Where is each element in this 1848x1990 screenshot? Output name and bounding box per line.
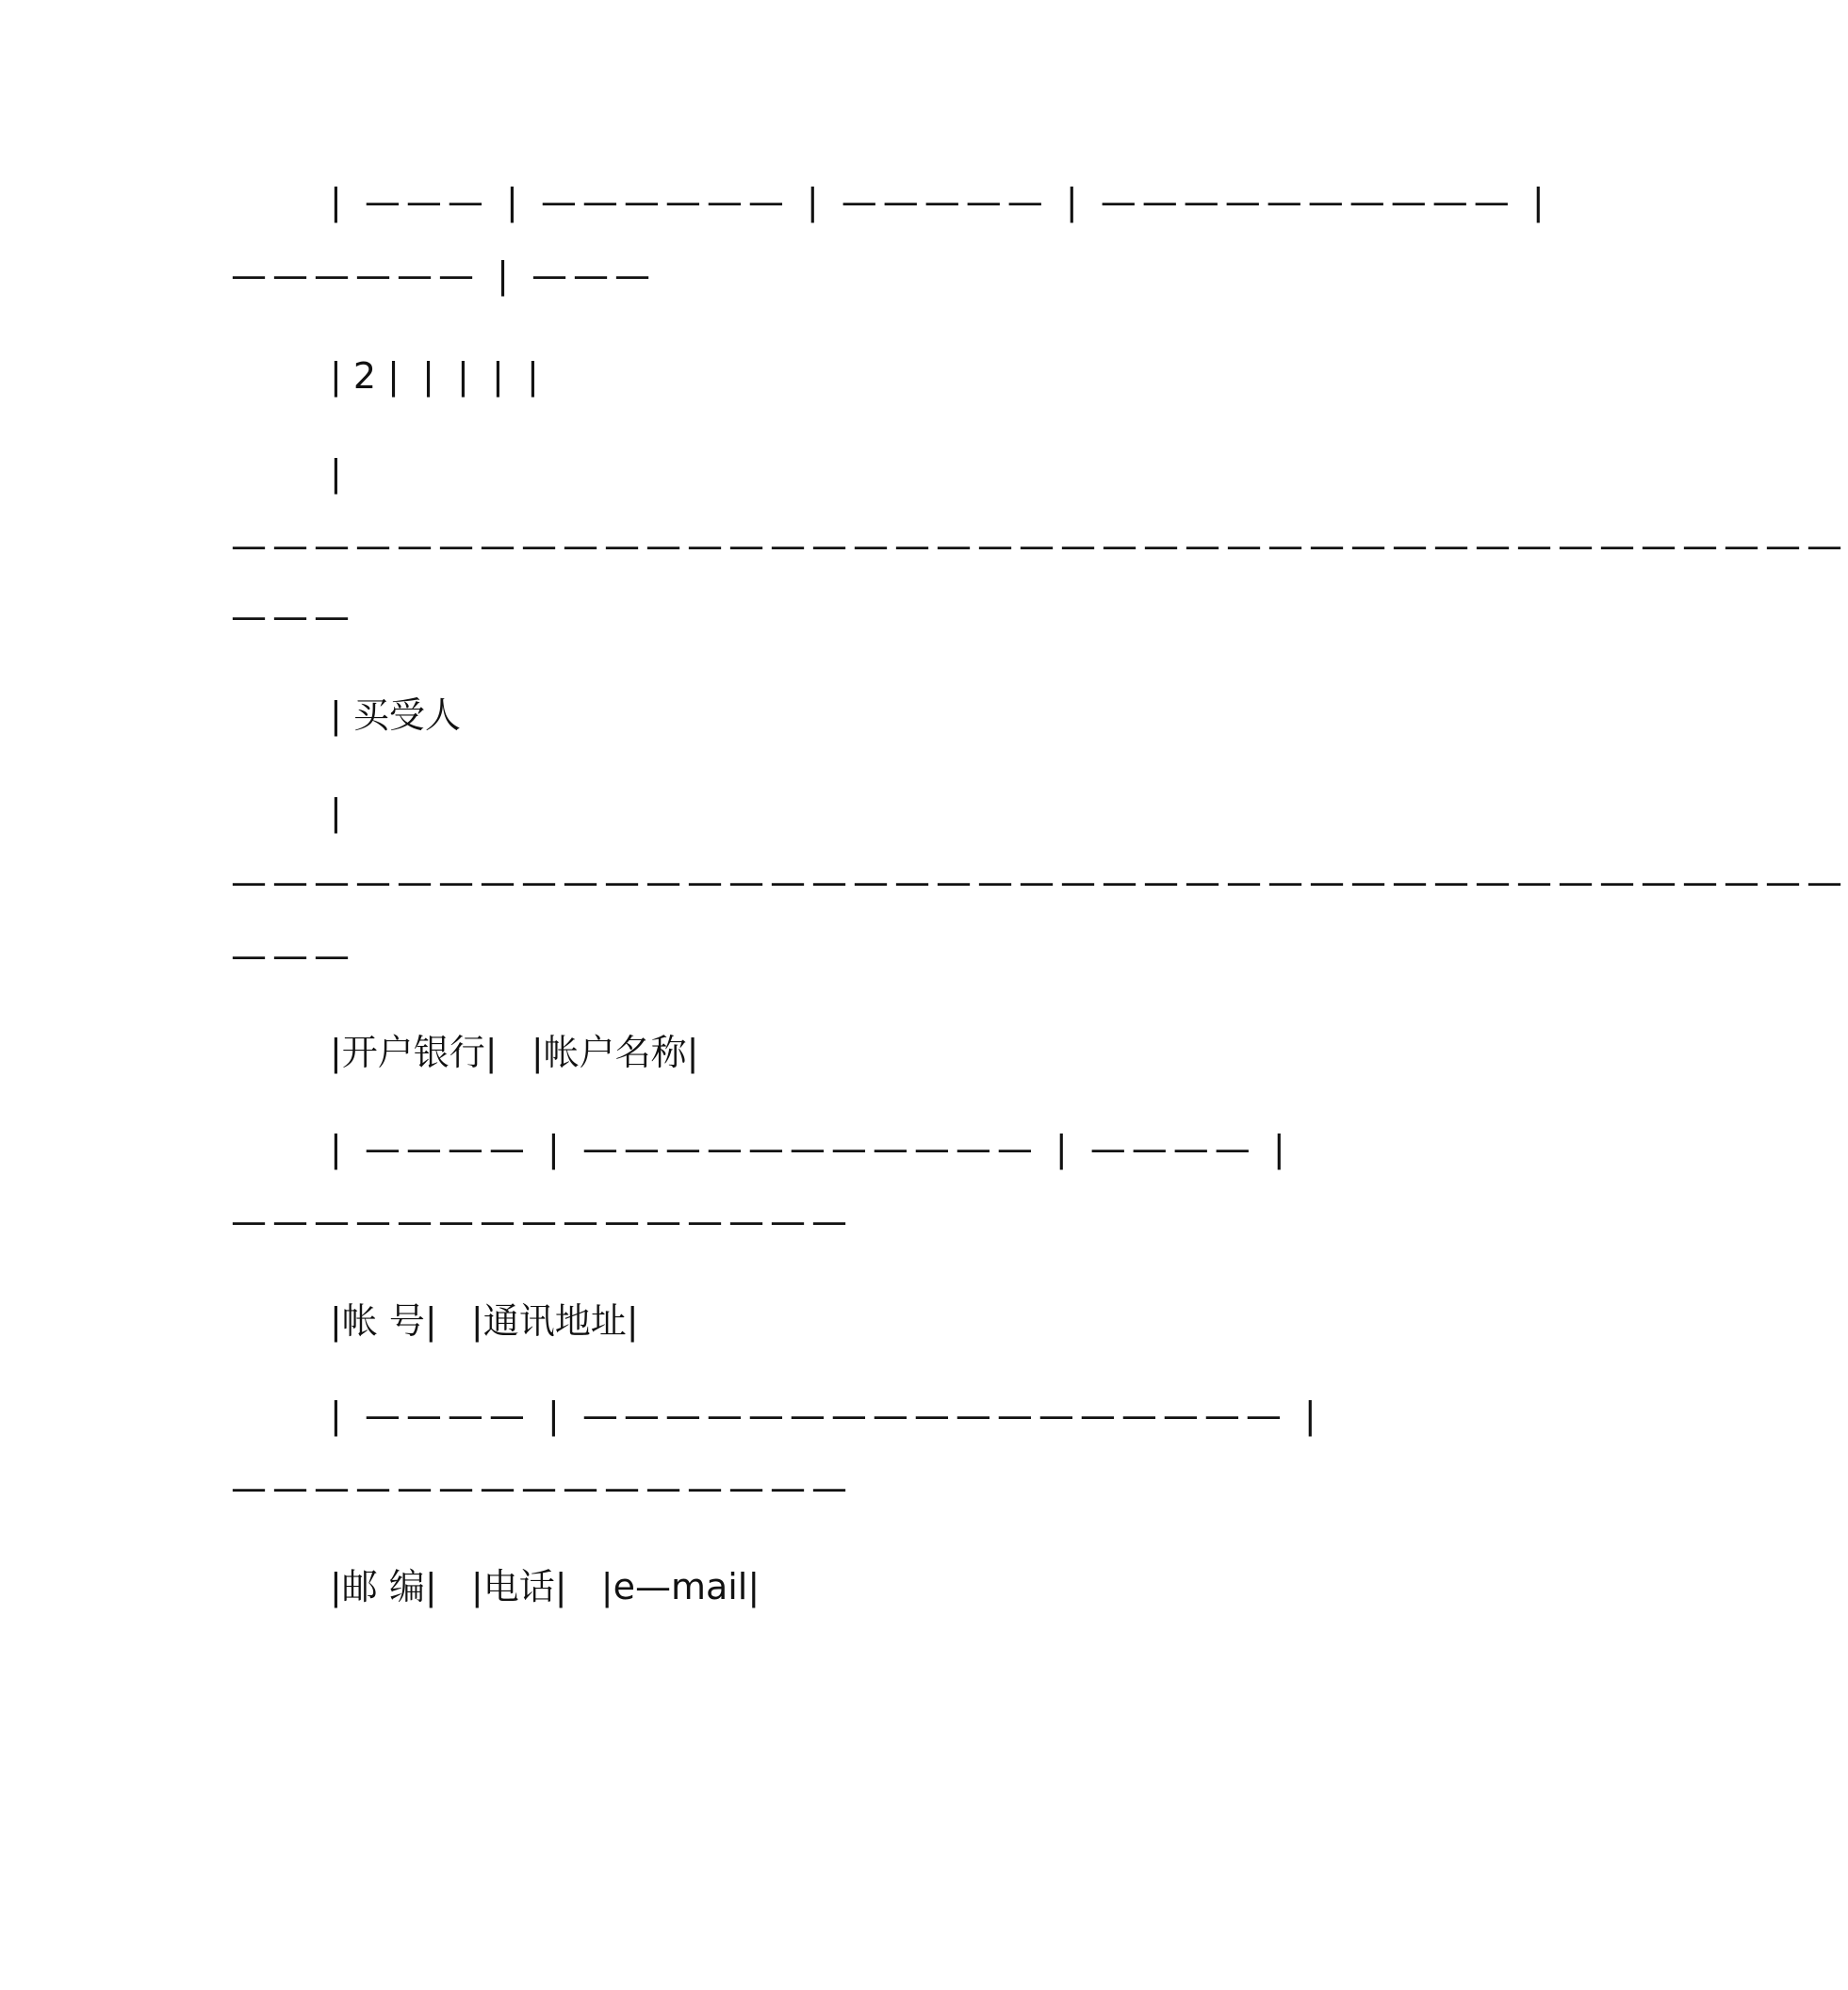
section-heading-buyer: | 买受人 xyxy=(330,694,461,736)
table-border-line: | ———— | ——————————— | ———— | xyxy=(330,1128,1291,1169)
table-border-line: | xyxy=(330,452,342,494)
table-border-line: ——— xyxy=(231,935,355,976)
table-border-line: ——————————————— xyxy=(231,1467,853,1509)
table-row-bank-account-name: |开户银行| |帐户名称| xyxy=(330,1032,699,1073)
table-border-line: —————— | ——— xyxy=(231,254,656,296)
table-border-line: ——————————————————————————————————————— xyxy=(231,861,1848,903)
table-row: | 2 | | | | | xyxy=(330,355,539,397)
table-border-line: | ——— | —————— | ————— | —————————— | xyxy=(330,181,1550,222)
table-row-account-address: |帐 号| |通讯地址| xyxy=(330,1300,639,1342)
table-border-line: | xyxy=(330,791,342,833)
table-border-line: ——————————————— xyxy=(231,1200,853,1242)
table-border-line: ——— xyxy=(231,595,355,637)
table-border-line: ——————————————————————————————————————— xyxy=(231,525,1848,566)
table-border-line: | ———— | ————————————————— | xyxy=(330,1395,1322,1436)
table-row-postcode-phone-email: |邮 编| |电话| |e—mail| xyxy=(330,1566,760,1607)
